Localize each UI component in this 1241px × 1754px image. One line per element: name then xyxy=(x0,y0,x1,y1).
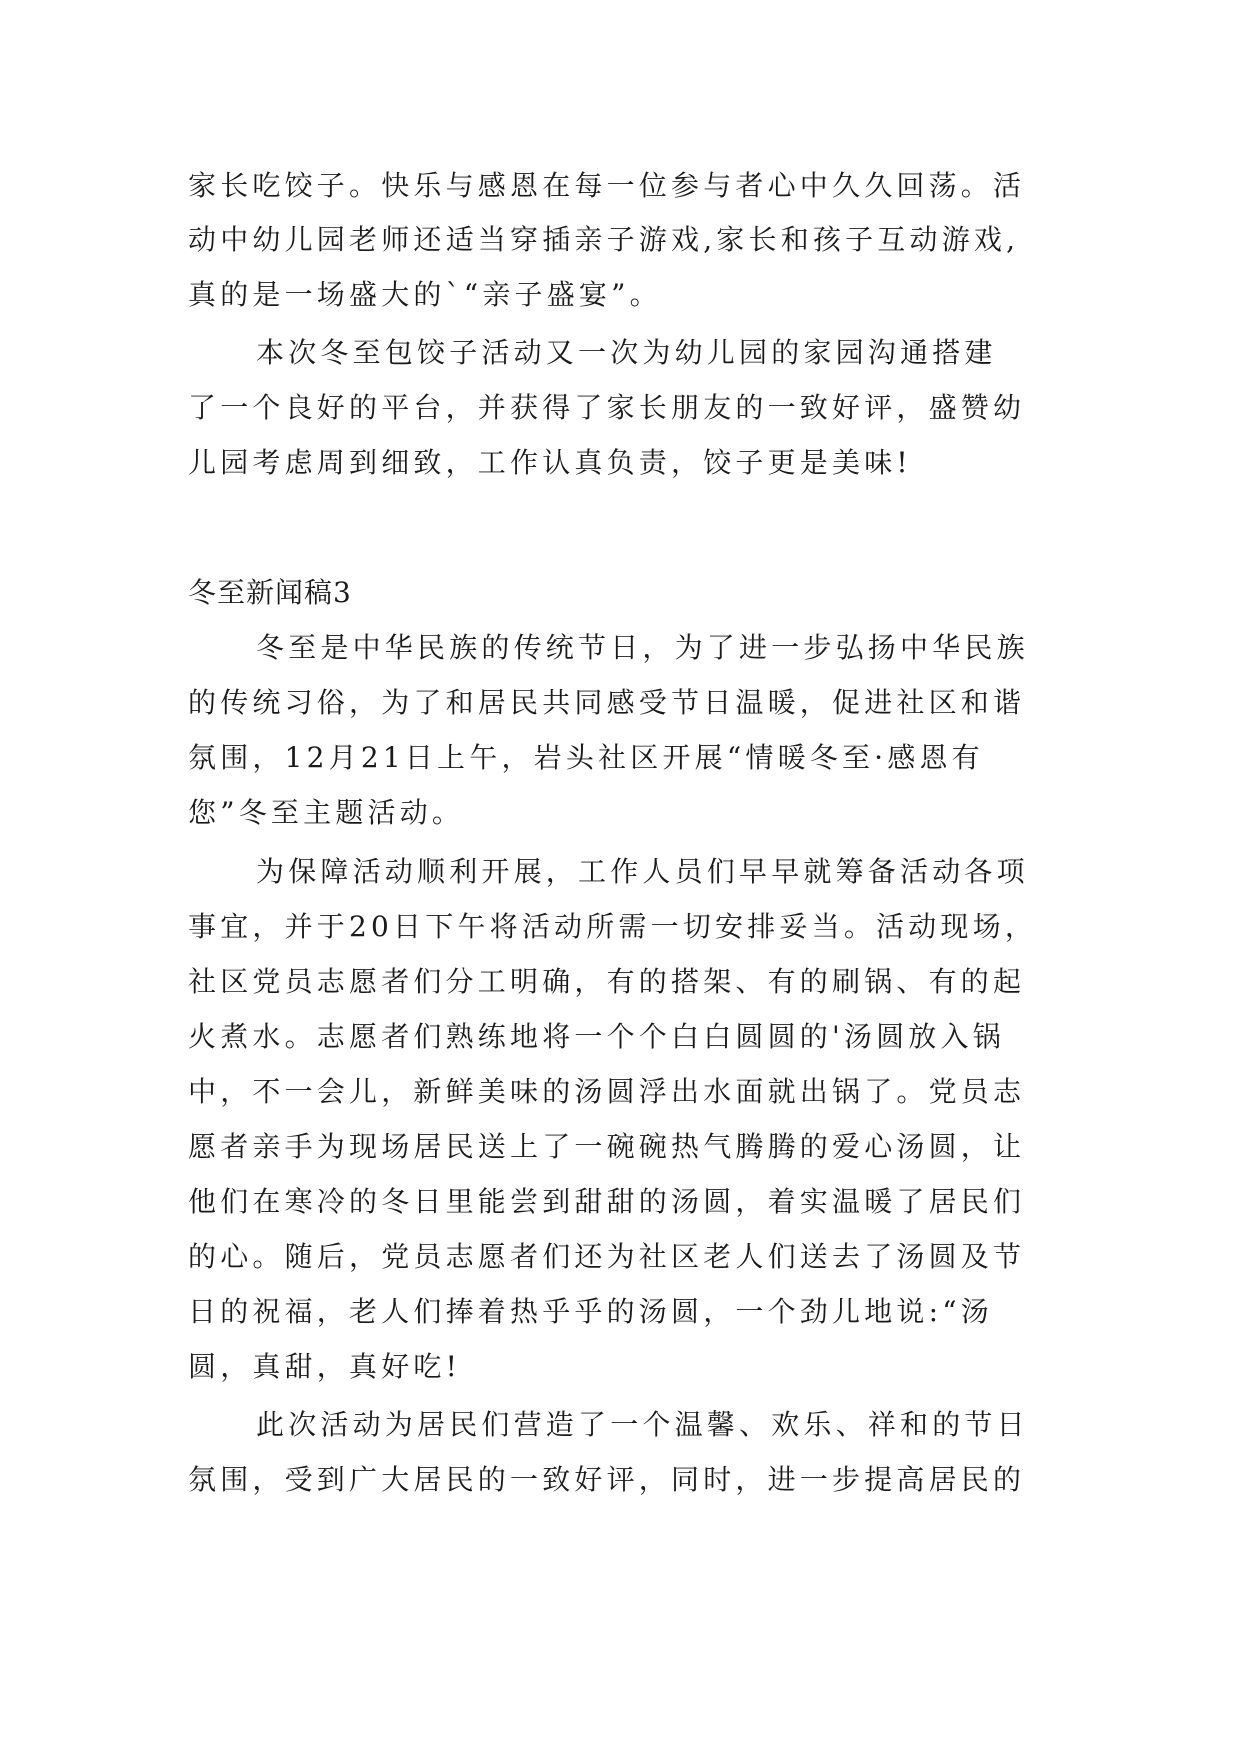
text-line: 社区党员志愿者们分工明确，有的搭架、有的刷锅、有的起 xyxy=(188,965,1026,998)
text-line: 愿者亲手为现场居民送上了一碗碗热气腾腾的爱心汤圆，让 xyxy=(188,1130,1026,1163)
text-line: 的心。随后，党员志愿者们还为社区老人们送去了汤圆及节 xyxy=(188,1240,1026,1273)
section-heading: 冬至新闻稿3 xyxy=(188,576,352,609)
text-line: 圆，真甜，真好吃! xyxy=(188,1350,462,1383)
text-line: 氛围，12月21日上午，岩头社区开展“情暖冬至·感恩有 xyxy=(188,741,984,774)
text-line: 日的祝福，老人们捧着热乎乎的汤圆，一个劲儿地说:“汤 xyxy=(188,1295,993,1328)
text-line: 的传统习俗，为了和居民共同感受节日温暖，促进社区和谐 xyxy=(188,686,1026,719)
text-line: 火煮水。志愿者们熟练地将一个个白白圆圆的'汤圆放入锅 xyxy=(188,1020,1005,1053)
text-line: 家长吃饺子。快乐与感恩在每一位参与者心中久久回荡。活 xyxy=(188,169,1026,202)
text-line: 儿园考虑周到细致，工作认真负责，饺子更是美味! xyxy=(188,446,912,479)
text-line: 您”冬至主题活动。 xyxy=(188,796,465,829)
text-line: 中，不一会儿，新鲜美味的汤圆浮出水面就出锅了。党员志 xyxy=(188,1075,1026,1108)
text-line: 本次冬至包饺子活动又一次为幼儿园的家园沟通搭建 xyxy=(256,336,997,369)
text-line: 他们在寒冷的冬日里能尝到甜甜的汤圆，着实温暖了居民们 xyxy=(188,1185,1026,1218)
text-line: 了一个良好的平台，并获得了家长朋友的一致好评，盛赞幼 xyxy=(188,391,1026,424)
text-line: 氛围，受到广大居民的一致好评，同时，进一步提高居民的 xyxy=(188,1463,1026,1496)
text-line: 此次活动为居民们营造了一个温馨、欢乐、祥和的节日 xyxy=(256,1408,1029,1441)
text-line: 事宜，并于20日下午将活动所需一切安排妥当。活动现场， xyxy=(188,910,1038,943)
text-line: 为保障活动顺利开展，工作人员们早早就筹备活动各项 xyxy=(256,855,1029,888)
text-line: 真的是一场盛大的`“亲子盛宴”。 xyxy=(188,278,662,311)
text-line: 冬至是中华民族的传统节日，为了进一步弘扬中华民族 xyxy=(256,631,1029,664)
text-line: 动中幼儿园老师还适当穿插亲子游戏,家长和孩子互动游戏, xyxy=(188,223,1020,256)
